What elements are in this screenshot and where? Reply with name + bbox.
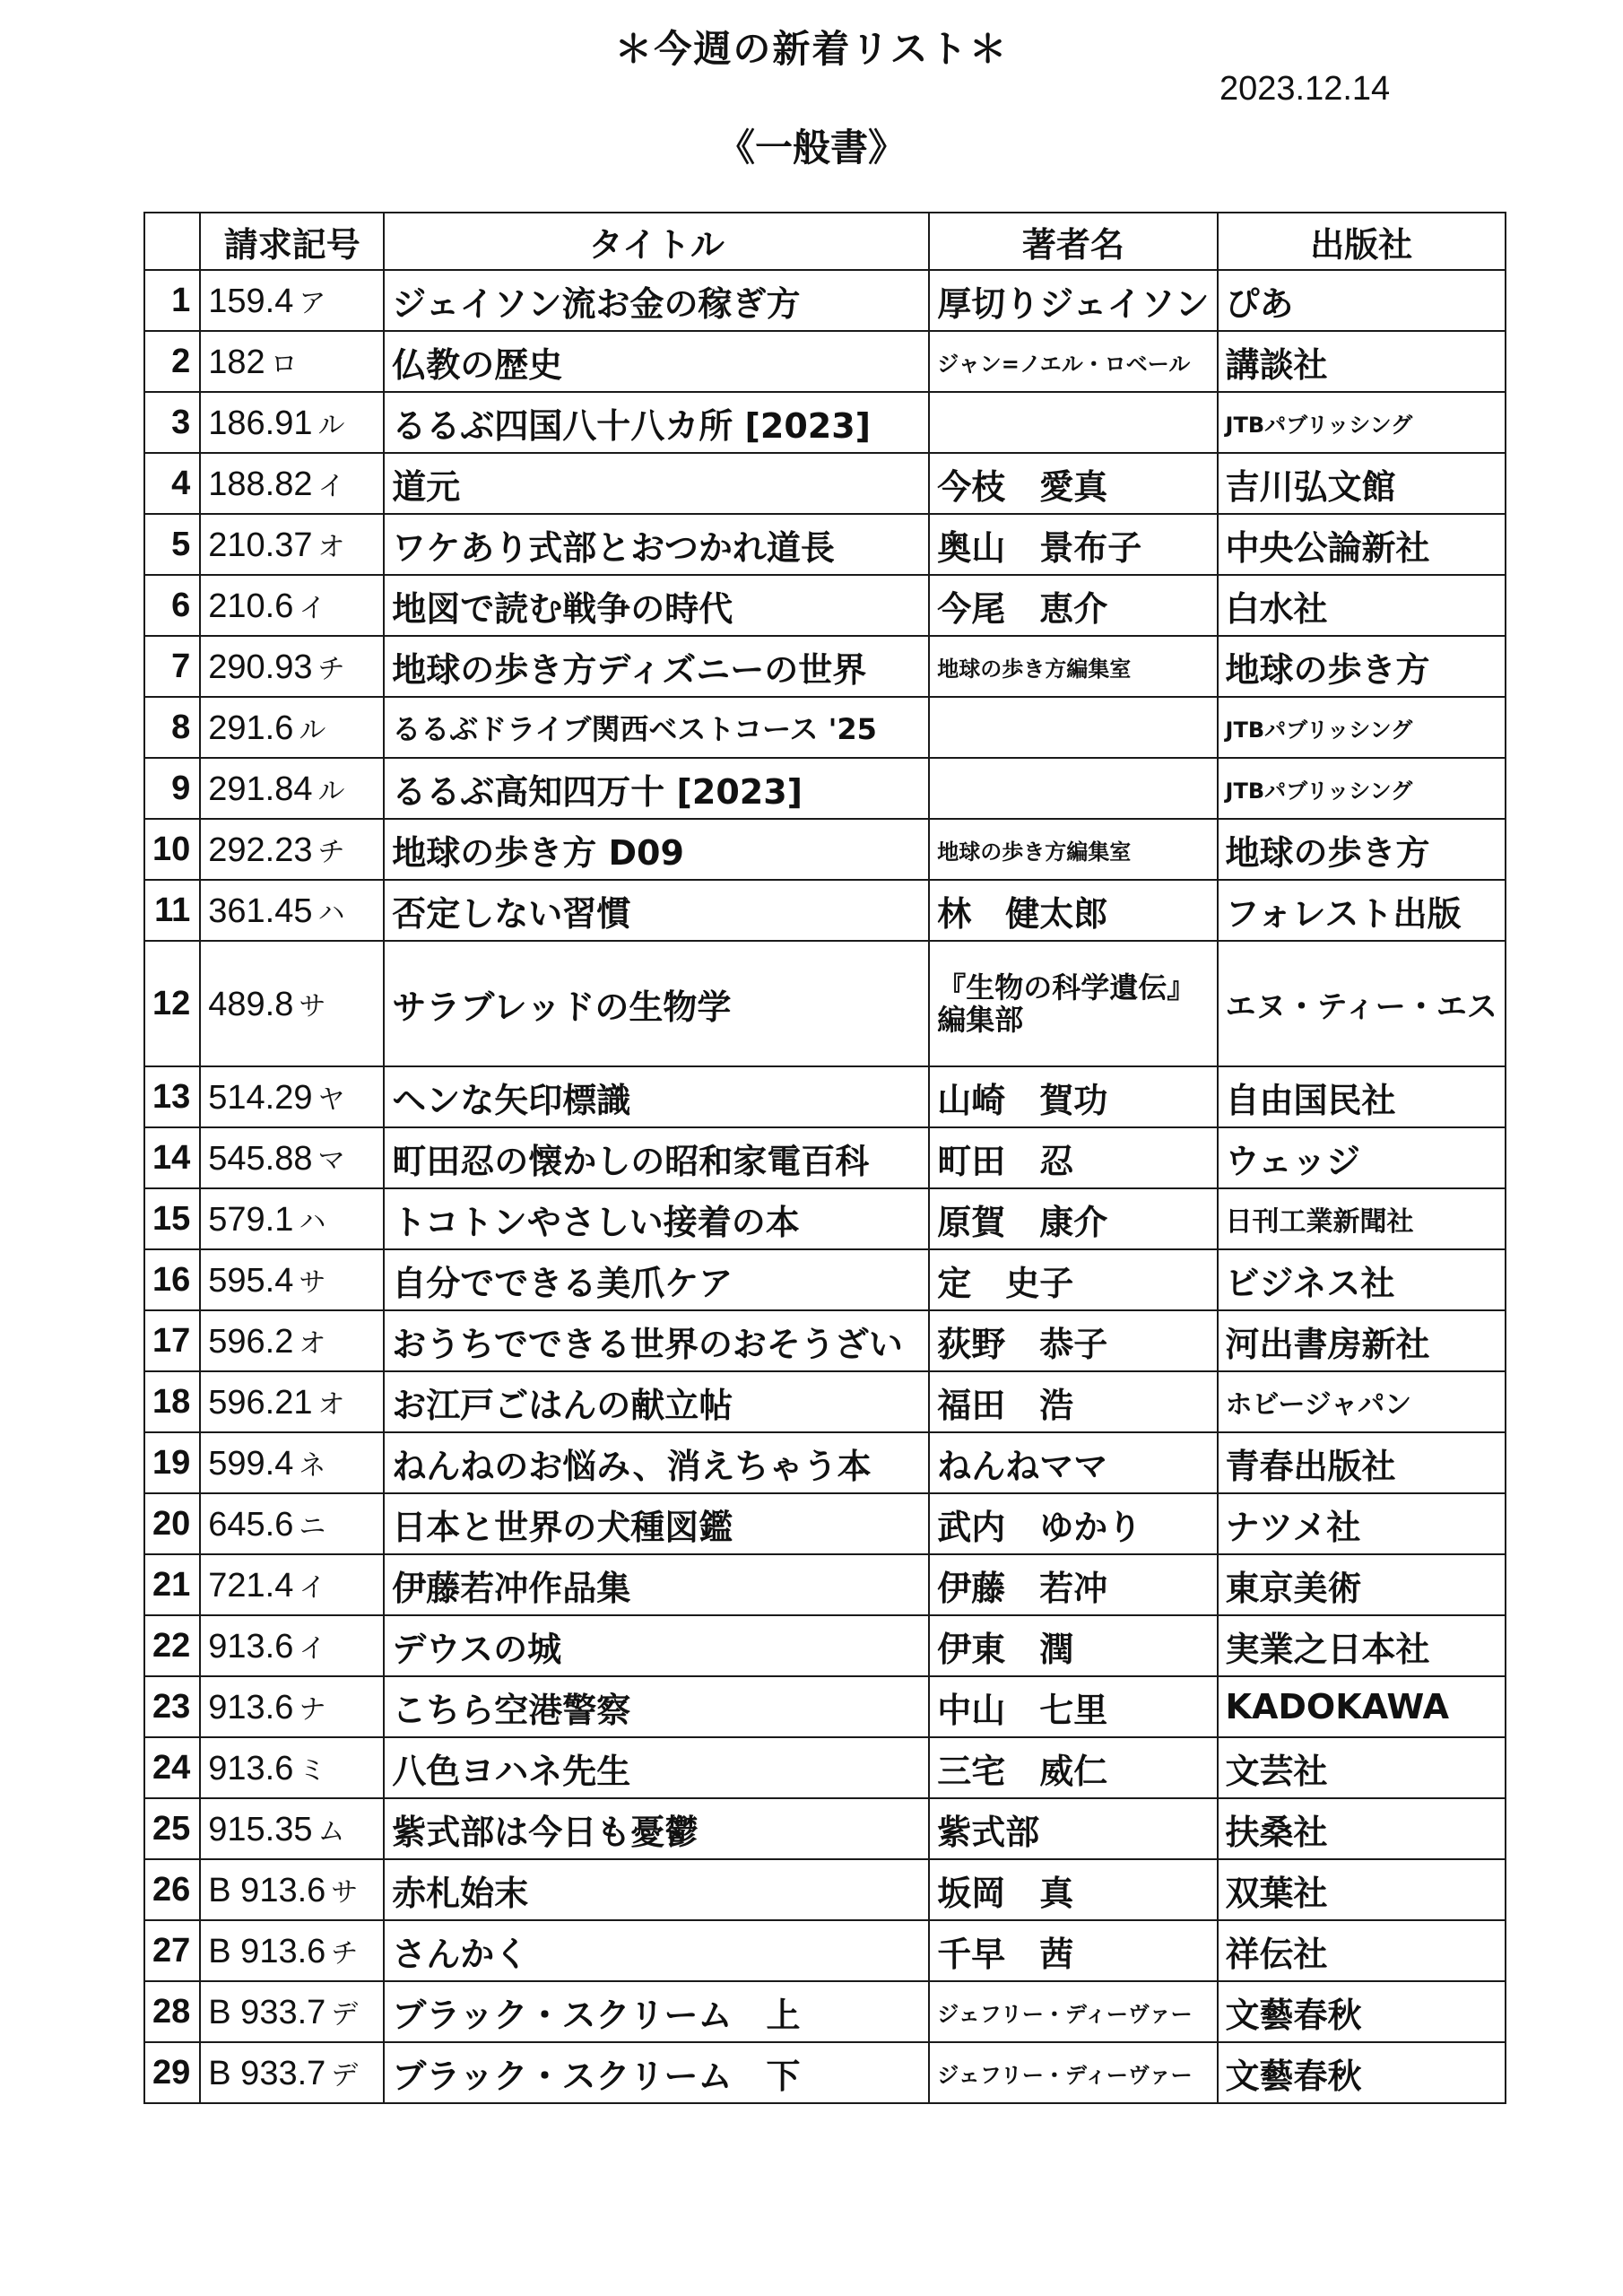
book-title: 日本と世界の犬種図鑑 [384, 1493, 929, 1554]
call-number [200, 758, 384, 819]
call-number-kana: サ [299, 991, 326, 1022]
call-number-class: 186.91 [208, 404, 313, 442]
book-author: 町田 忍 [929, 1127, 1217, 1188]
book-title: るるぶドライブ関西ベストコース '25 [384, 697, 929, 758]
call-number-class: B 913.6 [208, 1871, 326, 1909]
book-title: 町田忍の懐かしの昭和家電百科 [384, 1127, 929, 1188]
call-number-kana: イ [299, 1633, 326, 1664]
table-row [144, 880, 1506, 941]
row-number: 27 [144, 1920, 200, 1981]
call-number [200, 1798, 384, 1859]
table-row [144, 1737, 1506, 1798]
call-number [200, 2042, 384, 2103]
row-number: 9 [144, 758, 200, 819]
book-title: 八色ヨハネ先生 [384, 1737, 929, 1798]
book-author: 荻野 恭子 [929, 1310, 1217, 1371]
row-number: 1 [144, 270, 200, 331]
call-number-kana: ム [317, 1816, 345, 1847]
row-number: 14 [144, 1127, 200, 1188]
table-row [144, 575, 1506, 636]
call-number-class: 545.88 [208, 1139, 313, 1178]
book-author: 伊藤 若冲 [929, 1554, 1217, 1615]
row-number: 19 [144, 1432, 200, 1493]
book-publisher: ホビージャパン [1218, 1371, 1506, 1432]
book-author: 『生物の科学遺伝』編集部 [929, 941, 1217, 1066]
call-number-kana: オ [317, 532, 345, 562]
table-row [144, 1615, 1506, 1676]
column-header-author: 著者名 [929, 213, 1217, 270]
call-number-kana: チ [317, 654, 345, 684]
table-row [144, 1493, 1506, 1554]
row-number: 7 [144, 636, 200, 697]
call-number-class: 599.4 [208, 1444, 294, 1483]
call-number-class: 915.35 [208, 1810, 313, 1848]
book-author: 伊東 潤 [929, 1615, 1217, 1676]
book-title: サラブレッドの生物学 [384, 941, 929, 1066]
book-title: 仏教の歴史 [384, 331, 929, 392]
book-author: ジェフリー・ディーヴァー [929, 2042, 1217, 2103]
call-number [200, 1066, 384, 1127]
table-row [144, 2042, 1506, 2103]
call-number-kana: サ [331, 1877, 359, 1908]
table-row [144, 819, 1506, 880]
table-row [144, 1310, 1506, 1371]
book-title: 道元 [384, 453, 929, 514]
book-title: 赤札始末 [384, 1859, 929, 1920]
row-number: 11 [144, 880, 200, 941]
row-number: 17 [144, 1310, 200, 1371]
book-title: ワケあり式部とおつかれ道長 [384, 514, 929, 575]
row-number: 22 [144, 1615, 200, 1676]
row-number: 12 [144, 941, 200, 1066]
table-row [144, 758, 1506, 819]
table-row [144, 1127, 1506, 1188]
call-number-kana: ミ [299, 1755, 326, 1786]
book-publisher: 東京美術 [1218, 1554, 1506, 1615]
column-header-publisher: 出版社 [1218, 213, 1506, 270]
call-number-class: B 933.7 [208, 2054, 326, 2092]
table-row [144, 636, 1506, 697]
book-title: お江戸ごはんの献立帖 [384, 1371, 929, 1432]
call-number [200, 1127, 384, 1188]
row-number: 15 [144, 1188, 200, 1249]
call-number-kana: ル [299, 715, 326, 745]
call-number-class: B 933.7 [208, 1993, 326, 2031]
call-number-class: 596.21 [208, 1383, 313, 1422]
call-number-kana: ロ [270, 349, 298, 379]
book-title: 否定しない習慣 [384, 880, 929, 941]
book-author [929, 697, 1217, 758]
call-number-kana: サ [299, 1267, 326, 1298]
book-title: 地図で読む戦争の時代 [384, 575, 929, 636]
book-author: 地球の歩き方編集室 [929, 819, 1217, 880]
call-number [200, 941, 384, 1066]
book-author: 定 史子 [929, 1249, 1217, 1310]
call-number-kana: イ [299, 593, 326, 623]
table-row [144, 1432, 1506, 1493]
book-title: デウスの城 [384, 1615, 929, 1676]
row-number: 25 [144, 1798, 200, 1859]
row-number: 29 [144, 2042, 200, 2103]
book-publisher: JTBパブリッシング [1218, 697, 1506, 758]
table-row [144, 1981, 1506, 2042]
table-row [144, 1676, 1506, 1737]
book-publisher: 白水社 [1218, 575, 1506, 636]
row-number: 10 [144, 819, 200, 880]
book-author [929, 758, 1217, 819]
call-number-kana: ア [299, 288, 326, 318]
book-title: ジェイソン流お金の稼ぎ方 [384, 270, 929, 331]
call-number-class: 645.6 [208, 1505, 294, 1544]
row-number: 18 [144, 1371, 200, 1432]
book-publisher: 実業之日本社 [1218, 1615, 1506, 1676]
call-number-kana: ヤ [317, 1084, 345, 1115]
call-number-kana: チ [317, 837, 345, 867]
book-title: ヘンな矢印標識 [384, 1066, 929, 1127]
book-author: 坂岡 真 [929, 1859, 1217, 1920]
book-publisher: 文芸社 [1218, 1737, 1506, 1798]
book-title: ねんねのお悩み、消えちゃう本 [384, 1432, 929, 1493]
row-number: 28 [144, 1981, 200, 2042]
call-number-class: 291.84 [208, 770, 313, 808]
book-publisher: 河出書房新社 [1218, 1310, 1506, 1371]
book-title: 自分でできる美爪ケア [384, 1249, 929, 1310]
call-number [200, 880, 384, 941]
book-author [929, 392, 1217, 453]
table-row [144, 392, 1506, 453]
book-author: 中山 七里 [929, 1676, 1217, 1737]
book-publisher: ぴあ [1218, 270, 1506, 331]
call-number [200, 1920, 384, 1981]
call-number-class: 514.29 [208, 1078, 313, 1117]
book-title: るるぶ高知四万十 [2023] [384, 758, 929, 819]
new-books-table [143, 212, 1506, 2104]
book-publisher: 文藝春秋 [1218, 2042, 1506, 2103]
row-number: 13 [144, 1066, 200, 1127]
call-number [200, 1493, 384, 1554]
book-publisher: 地球の歩き方 [1218, 636, 1506, 697]
book-publisher: 地球の歩き方 [1218, 819, 1506, 880]
call-number [200, 697, 384, 758]
call-number-class: 182 [208, 343, 265, 381]
call-number [200, 270, 384, 331]
column-header-call-number: 請求記号 [200, 213, 384, 270]
call-number [200, 392, 384, 453]
column-header-number [144, 213, 200, 270]
book-publisher: エヌ・ティー・エス [1218, 941, 1506, 1066]
call-number-class: 292.23 [208, 831, 313, 869]
row-number: 8 [144, 697, 200, 758]
book-publisher: ウェッジ [1218, 1127, 1506, 1188]
call-number-kana: オ [317, 1389, 345, 1420]
book-publisher: 祥伝社 [1218, 1920, 1506, 1981]
row-number: 21 [144, 1554, 200, 1615]
call-number [200, 636, 384, 697]
call-number-class: 290.93 [208, 648, 313, 686]
book-author: 武内 ゆかり [929, 1493, 1217, 1554]
book-author: 紫式部 [929, 1798, 1217, 1859]
book-author: 福田 浩 [929, 1371, 1217, 1432]
call-number-class: 188.82 [208, 465, 313, 503]
call-number-class: 913.6 [208, 1627, 294, 1665]
call-number [200, 1981, 384, 2042]
call-number-class: 210.37 [208, 526, 313, 564]
table-row [144, 1249, 1506, 1310]
call-number [200, 1432, 384, 1493]
call-number-class: 913.6 [208, 1688, 294, 1726]
call-number [200, 453, 384, 514]
book-title: ブラック・スクリーム 上 [384, 1981, 929, 2042]
call-number-class: 291.6 [208, 709, 294, 747]
call-number-kana: ネ [299, 1450, 326, 1481]
table-row [144, 1188, 1506, 1249]
call-number [200, 1676, 384, 1737]
call-number-kana: ル [317, 410, 345, 440]
book-publisher: KADOKAWA [1218, 1676, 1506, 1737]
page-title: ＊今週の新着リスト＊ [614, 27, 1009, 71]
call-number [200, 575, 384, 636]
table-row [144, 331, 1506, 392]
call-number [200, 1310, 384, 1371]
call-number [200, 514, 384, 575]
book-title: 伊藤若冲作品集 [384, 1554, 929, 1615]
table-row [144, 1798, 1506, 1859]
row-number: 23 [144, 1676, 200, 1737]
row-number: 2 [144, 331, 200, 392]
book-publisher: 扶桑社 [1218, 1798, 1506, 1859]
call-number-kana: マ [317, 1145, 345, 1176]
call-number [200, 819, 384, 880]
row-number: 26 [144, 1859, 200, 1920]
call-number [200, 1859, 384, 1920]
table-row [144, 270, 1506, 331]
row-number: 4 [144, 453, 200, 514]
book-title: ブラック・スクリーム 下 [384, 2042, 929, 2103]
call-number-kana: デ [331, 2060, 359, 2091]
book-publisher: 文藝春秋 [1218, 1981, 1506, 2042]
table-row [144, 1066, 1506, 1127]
table-header-row [144, 213, 1506, 270]
call-number [200, 1554, 384, 1615]
call-number-class: 913.6 [208, 1749, 294, 1787]
book-publisher: JTBパブリッシング [1218, 758, 1506, 819]
table-body [144, 270, 1506, 2103]
book-title: 紫式部は今日も憂鬱 [384, 1798, 929, 1859]
call-number [200, 1188, 384, 1249]
book-title: 地球の歩き方ディズニーの世界 [384, 636, 929, 697]
book-author: 三宅 威仁 [929, 1737, 1217, 1798]
book-title: さんかく [384, 1920, 929, 1981]
book-author: ジェフリー・ディーヴァー [929, 1981, 1217, 2042]
call-number-class: B 913.6 [208, 1932, 326, 1970]
call-number-class: 596.2 [208, 1322, 294, 1361]
book-title: おうちでできる世界のおそうざい [384, 1310, 929, 1371]
call-number-class: 361.45 [208, 891, 313, 930]
call-number [200, 331, 384, 392]
table-row [144, 1554, 1506, 1615]
row-number: 3 [144, 392, 200, 453]
row-number: 6 [144, 575, 200, 636]
call-number-class: 721.4 [208, 1566, 294, 1605]
page-subtitle: 《一般書》 [716, 126, 906, 170]
book-author: 今枝 愛真 [929, 453, 1217, 514]
book-author: 林 健太郎 [929, 880, 1217, 941]
column-header-title: タイトル [384, 213, 929, 270]
row-number: 20 [144, 1493, 200, 1554]
row-number: 5 [144, 514, 200, 575]
book-author: 千早 茜 [929, 1920, 1217, 1981]
book-publisher: 日刊工業新聞社 [1218, 1188, 1506, 1249]
row-number: 16 [144, 1249, 200, 1310]
book-author: 山崎 賀功 [929, 1066, 1217, 1127]
table-row [144, 697, 1506, 758]
book-publisher: 自由国民社 [1218, 1066, 1506, 1127]
book-author: ジャン=ノエル・ロベール [929, 331, 1217, 392]
book-author: 今尾 恵介 [929, 575, 1217, 636]
table-row [144, 941, 1506, 1066]
book-author: 厚切りジェイソン [929, 270, 1217, 331]
book-author: ねんねママ [929, 1432, 1217, 1493]
book-publisher: フォレスト出版 [1218, 880, 1506, 941]
row-number: 24 [144, 1737, 200, 1798]
call-number-kana: イ [317, 471, 345, 501]
book-publisher: 中央公論新社 [1218, 514, 1506, 575]
table-row [144, 453, 1506, 514]
call-number-kana: ハ [317, 898, 345, 928]
call-number-kana: チ [331, 1938, 359, 1969]
book-publisher: JTBパブリッシング [1218, 392, 1506, 453]
book-publisher: 講談社 [1218, 331, 1506, 392]
book-author: 地球の歩き方編集室 [929, 636, 1217, 697]
call-number-class: 595.4 [208, 1261, 294, 1300]
call-number-kana: ナ [299, 1694, 326, 1725]
call-number [200, 1371, 384, 1432]
call-number-kana: ル [317, 776, 345, 806]
book-publisher: ビジネス社 [1218, 1249, 1506, 1310]
book-author: 原賀 康介 [929, 1188, 1217, 1249]
call-number [200, 1249, 384, 1310]
call-number-class: 579.1 [208, 1200, 294, 1239]
table-row [144, 1371, 1506, 1432]
call-number [200, 1737, 384, 1798]
book-title: こちら空港警察 [384, 1676, 929, 1737]
book-publisher: 吉川弘文館 [1218, 453, 1506, 514]
book-author: 奥山 景布子 [929, 514, 1217, 575]
book-publisher: 青春出版社 [1218, 1432, 1506, 1493]
book-publisher: 双葉社 [1218, 1859, 1506, 1920]
table-row [144, 1920, 1506, 1981]
book-publisher: ナツメ社 [1218, 1493, 1506, 1554]
call-number-kana: ハ [299, 1206, 326, 1237]
call-number-kana: イ [299, 1572, 326, 1603]
call-number [200, 1615, 384, 1676]
call-number-class: 489.8 [208, 985, 294, 1023]
call-number-class: 159.4 [208, 282, 294, 320]
book-title: 地球の歩き方 D09 [384, 819, 929, 880]
book-title: るるぶ四国八十八カ所 [2023] [384, 392, 929, 453]
table-row [144, 1859, 1506, 1920]
book-title: トコトンやさしい接着の本 [384, 1188, 929, 1249]
table-row [144, 514, 1506, 575]
call-number-kana: ニ [299, 1511, 326, 1542]
call-number-kana: オ [299, 1328, 326, 1359]
call-number-kana: デ [331, 1999, 359, 2030]
page-date: 2023.12.14 [1219, 70, 1391, 108]
call-number-class: 210.6 [208, 587, 294, 625]
